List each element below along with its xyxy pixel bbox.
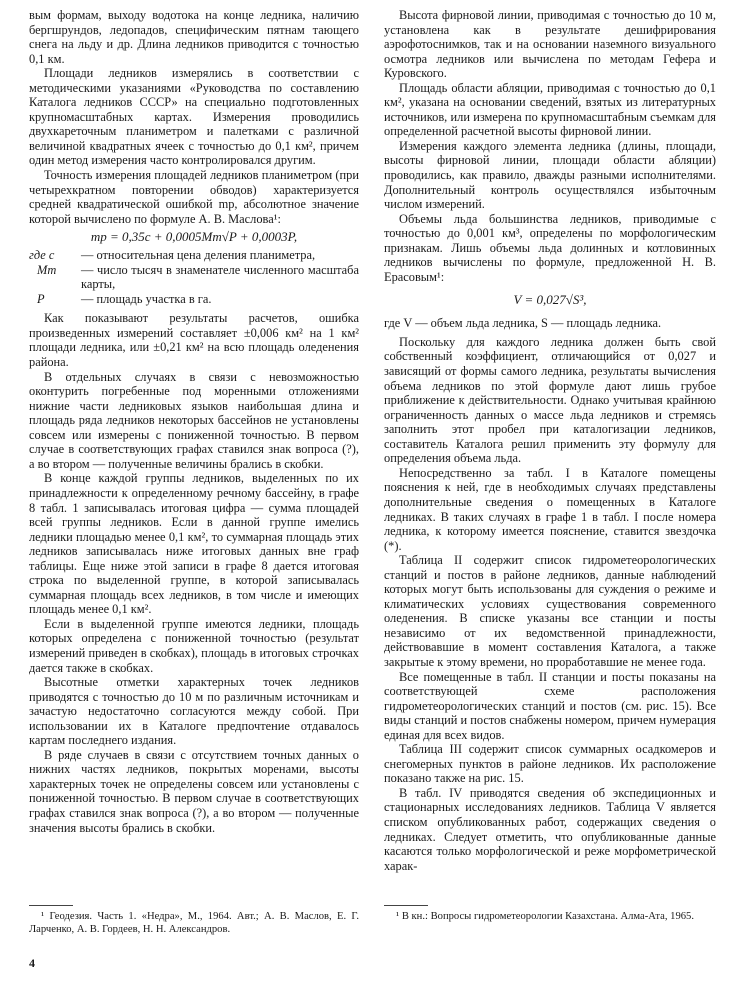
paragraph: Непосредственно за табл. I в Каталоге помещены пояснения к ней, где в необходимых случаях представлены дополнительные сведения о помещенных в Каталоге ледниках. В таких случаях в графе 1 в табл. I после номера ледника, к которому имеется пояснение, ставится звездочка (*). [384, 465, 716, 553]
paragraph: Все помещенные в табл. II станции и посты показаны на соответствующей схеме расположения гидрометеорологических станций и постов (см. рис. 15). Все виды станций и постов снабжены номером, причем нумерация единая для всех видов. [384, 669, 716, 742]
paragraph: Объемы льда большинства ледников, приводимые с точностью до 0,001 км³, определены по морфологическим признакам. Лишь объемы льда долинных и котловинных ледников вычислены по формуле, предложенной Н. В. Ерасовым¹: [384, 211, 716, 284]
paragraph: Таблица III содержит список суммарных осадкомеров и снегомерных пунктов в районе ледников. Их расположение показано также на рис. 15. [384, 742, 716, 786]
paragraph: В ряде случаев в связи с отсутствием точных данных о нижних частях ледников, покрытых моренами, высоты характерных точек не определены совсем или установлены с пониженной точностью. В первом случае в соответствующих графах ставился знак вопроса (?), а во втором — полученные значения высоты брались в скобки. [29, 747, 359, 835]
paragraph: Площадь области абляции, приводимая с точностью до 0,1 км², указана на основании сведений, взятых из литературных источников, или измерена по крупномасштабным съемкам для определенной расчетной высоты фирновой линии. [384, 80, 716, 139]
legend-row [29, 248, 359, 263]
paragraph: Поскольку для каждого ледника должен быть свой собственный коэффициент, отличающийся от 0,027 и зависящий от формы самого ледника, результаты вычисления объема ледников по этой формуле дают лишь грубое приближение к действительности. Однако учитывая крайнюю ограниченность данных о массе льда ледников и стремясь заполнить этот пробел при каталогизации ледников, составитель Каталога решил применить эту формулу для определения объема льда. [384, 334, 716, 466]
paragraph: В отдельных случаях в связи с невозможностью оконтурить погребенные под моренными отложениями нижние части ледниковых языков наибольшая длина и площадь ряда ледников некоторых бассейнов не установлены совсем или измерены с пониженной точностью. В первом случае в соответствующих графах ставился знак вопроса (?), а во втором — полученные величины брались в скобки. [29, 369, 359, 471]
paragraph: Если в выделенной группе имеются ледники, площадь которых определена с пониженной точностью (результат измерений приведен в скобках), площадь в итоговых строчках дается также в скобках. [29, 616, 359, 675]
footnote-right: ¹ В кн.: Вопросы гидрометеорологии Казахстана. Алма-Ата, 1965. [396, 911, 695, 922]
paragraph: вым формам, выходу водотока на конце ледника, наличию бергшрундов, ледопадов, специфическим пятнам тающего снега на льду и др. Длина ледников приводится с точностью 0,1 км. [29, 8, 359, 66]
paragraph: В табл. IV приводятся сведения об экспедиционных и стационарных исследованиях ледников. Таблица V является списком опубликованных работ, содержащих сведения о ледниках. Следует отметить, что опубликованные данные касаются только морфологической и реже морфометрической харак- [384, 785, 716, 873]
legend-text: — относительная цена деления планиметра, [81, 248, 316, 263]
legend-symbol: P [37, 291, 45, 306]
legend-text: — площадь участка в га. [81, 291, 212, 306]
paragraph: Точность измерения площадей ледников планиметром (при четырехкратном повторении обводов) характеризуется средней квадратической ошибкой mp, абсолютное значение которой вычислено по формуле А. В. Маслова¹: [29, 168, 359, 226]
paragraph: Высотные отметки характерных точек ледников приводятся с точностью до 10 м по различным источникам и зачастую недостаточно согласуются между собой. При использовании их в Каталоге предпочтение отдавалось картам последнего издания. [29, 675, 359, 748]
footnote-divider [384, 905, 428, 906]
left-column [29, 8, 359, 835]
page-number: 4 [29, 956, 35, 970]
formula-erasov: V = 0,027√S³, [513, 292, 587, 308]
paragraph: Измерения каждого элемента ледника (длины, площади, высоты фирновой линии, площади области абляции) проводились, как правило, дважды разными исполнителями. Дополнительный контроль осуществлялся избыточным числом измерений. [384, 138, 716, 212]
paragraph: Как показывают результаты расчетов, ошибка произведенных измерений составляет ±0,006 км² на 1 км² площади ледника, или ±0,21 км² на всю площадь оледенения района. [29, 311, 359, 370]
paragraph: Площади ледников измерялись в соответствии с методическими указаниями «Руководства по составлению Каталога ледников СССР» на специально подготовленных крупномасштабных картах. Измерения проводились двухкареточным планиметром и палетками с различной величиной квадратных ячеек с точностью до 0,1 км², причем один метод измерения часто контролировался другим. [29, 66, 359, 168]
paragraph: В конце каждой группы ледников, выделенных по их принадлежности к определенному речному бассейну, в графе 8 табл. 1 записывалась итоговая цифра — сумма площадей всей группы ледников. Если в данной группе имелись ледники площадью менее 0,1 км², то суммарная площадь этих ледников записывалась ниже итоговых данных вне граф таблицы. Еще ниже этой записи в графе 8 дается итоговая строка по выделенной группе, в которой записывалась суммарная площадь всех ледников, в том числе и имеющих площадь менее 0,1 км². [29, 471, 359, 617]
paragraph: Высота фирновой линии, приводимая с точностью до 10 м, установлена как в результате дешифрирования аэрофотоснимков, так и на основании наземного визуального осмотра ледников или вычислена по методам Гефера и Куровского. [384, 8, 716, 81]
formula-maslov: mp = 0,35c + 0,0005Mт√P + 0,0003P, [90, 229, 298, 245]
formula-legend: где V — объем льда ледника, S — площадь ледника. [384, 316, 662, 331]
legend-text: — число тысяч в знаменателе численного масштаба карты, [81, 262, 359, 292]
legend-symbol: Mт [37, 262, 57, 277]
footnote-divider [29, 905, 73, 906]
legend-symbol: где c [29, 248, 55, 263]
paragraph: Таблица II содержит список гидрометеорологических станций и постов в районе ледников, данные наблюдений которых могут быть использованы для суждения о режиме и климатических условиях существования современного оледенения. В списке указаны все станции и посты независимо от их ведомственной принадлежности, действовавшие в момент составления Каталога, а также закрытые к этому времени, но проработавшие не менее года. [384, 553, 716, 669]
legend-row [29, 263, 359, 292]
right-column [384, 8, 716, 873]
formula-legend [29, 248, 359, 306]
footnote-left: ¹ Геодезия. Часть 1. «Недра», М., 1964. Авт.; А. В. Маслов, Е. Г. Ларченко, А. В. Гордеев, Н. Н. Александров. [29, 911, 359, 935]
legend-row [29, 292, 359, 307]
